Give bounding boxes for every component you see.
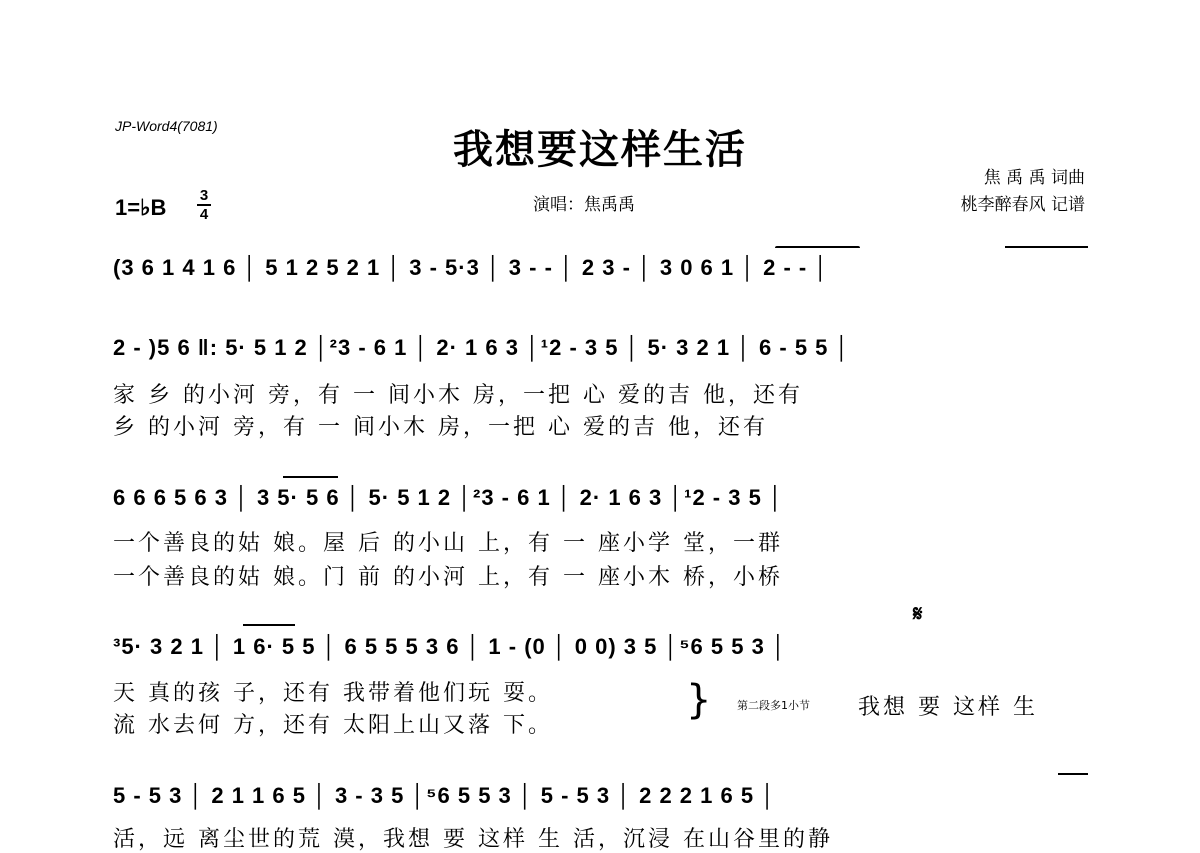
lyric-line-4-1: 天 真的孩 子，还有 我带着他们玩 耍。 <box>113 681 553 706</box>
lyric-line-2-2: 乡 的小河 旁，有 一 间小木 房，一把 心 爱的吉 他，还有 <box>113 415 768 440</box>
lyric-line-2-1: 家 乡 的小河 旁，有 一 间小木 房，一把 心 爱的吉 他，还有 <box>113 383 803 408</box>
lyric-line-3-1: 一个善良的姑 娘。屋 后 的小山 上，有 一 座小学 堂，一群 <box>113 531 783 556</box>
lyric-brace: } <box>686 677 712 723</box>
score-system-5: 5 - 5 3 │ 2 1 1 6 5 │ 3 - 3 5 │⁵6 5 5 3 │ 5 - 5 3 │ 2 2 2 1 6 5 │ <box>113 783 776 808</box>
page-title: 我想要这样生活 <box>453 126 747 173</box>
lyricist-composer-credit: 焦 禹 禹 词曲 <box>983 168 1085 188</box>
time-signature <box>197 188 211 222</box>
score-system-2: 2 - )5 6 ‖: 5· 5 1 2 │²3 - 6 1 │ 2· 1 6 3 │¹2 - 3 5 │ 5· 3 2 1 │ 6 - 5 5 │ <box>113 335 851 360</box>
key-signature: 1=♭B <box>115 195 167 220</box>
tie-arc <box>243 624 295 626</box>
tie-arc <box>283 476 338 478</box>
segno-symbol: 𝄋 <box>913 602 923 627</box>
time-signature-bottom: 4 <box>199 206 209 223</box>
lyric-line-3-2: 一个善良的姑 娘。门 前 的小河 上，有 一 座小木 桥，小桥 <box>113 565 783 590</box>
score-system-1: (3 6 1 4 1 6 │ 5 1 2 5 2 1 │ 3 - 5·3 │ 3 - - │ 2 3 - │ 3 0 6 1 │ 2 - - │ <box>113 255 830 280</box>
lyric-line-5-1: 活，远 离尘世的荒 漠，我想 要 这样 生 活，沉浸 在山谷里的静 <box>113 827 833 852</box>
score-system-3: 6 6 6 5 6 3 │ 3 5· 5 6 │ 5· 5 1 2 │²3 - 6 1 │ 2· 1 6 3 │¹2 - 3 5 │ <box>113 485 784 510</box>
tie-arc <box>1005 246 1088 248</box>
side-lyric: 我想 要 这样 生 <box>858 695 1038 720</box>
transcriber-credit: 桃李醉春风 记谱 <box>960 195 1085 215</box>
tie-arc <box>1058 773 1088 775</box>
software-watermark: JP-Word4(7081) <box>115 118 218 134</box>
tie-arc <box>775 246 860 248</box>
time-signature-top: 3 <box>199 187 209 204</box>
verse-note: 第二段多1小节 <box>737 699 810 712</box>
score-system-4: ³5· 3 2 1 │ 1 6· 5 5 │ 6 5 5 5 3 6 │ 1 - (0 │ 0 0) 3 5 │⁵6 5 5 3 │ <box>113 634 787 659</box>
lyric-line-4-2: 流 水去何 方，还有 太阳上山又落 下。 <box>113 713 553 738</box>
singer-credit: 演唱：焦禹禹 <box>533 195 635 215</box>
